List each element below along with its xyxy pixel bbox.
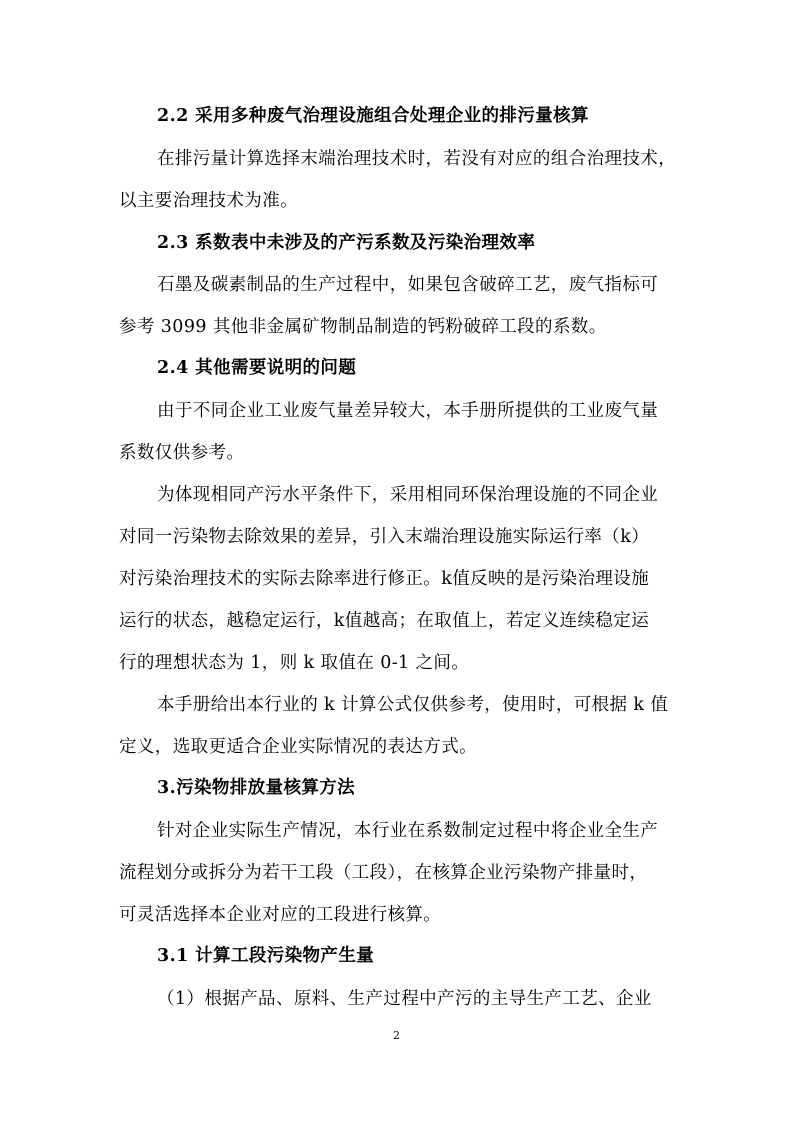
paragraph-line: 针对企业实际生产情况，本行业在系数制定过程中将企业全生产 <box>157 821 659 841</box>
paragraph-line: 可灵活选择本企业对应的工段进行核算。 <box>119 905 442 925</box>
section-heading-2-2: 2.2 采用多种废气治理设施组合处理企业的排污量核算 <box>157 106 589 126</box>
section-heading-3-1: 3.1 计算工段污染物产生量 <box>157 946 375 966</box>
paragraph-line: 对污染治理技术的实际去除率进行修正。k值反映的是污染治理设施 <box>119 569 650 589</box>
paragraph-line: 定义，选取更适合企业实际情况的表达方式。 <box>119 737 477 757</box>
page-number: 2 <box>393 1029 400 1042</box>
section-heading-2-4: 2.4 其他需要说明的问题 <box>157 358 357 378</box>
paragraph-line: 行的理想状态为 1，则 k 取值在 0-1 之间。 <box>119 653 470 673</box>
paragraph-line: 参考 3099 其他非金属矿物制品制造的钙粉破碎工段的系数。 <box>119 317 607 337</box>
paragraph-line: 系数仅供参考。 <box>119 443 245 463</box>
section-heading-2-3: 2.3 系数表中未涉及的产污系数及污染治理效率 <box>157 233 536 253</box>
paragraph-line: 为体现相同产污水平条件下，采用相同环保治理设施的不同企业 <box>157 485 659 505</box>
paragraph-line: （1）根据产品、原料、生产过程中产污的主导生产工艺、企业 <box>157 989 652 1009</box>
paragraph-line: 以主要治理技术为准。 <box>119 191 298 211</box>
paragraph-line: 对同一污染物去除效果的差异，引入末端治理设施实际运行率（k） <box>119 527 650 547</box>
paragraph-line: 流程划分或拆分为若干工段（工段），在核算企业污染物产排量时， <box>119 863 648 883</box>
paragraph-line: 石墨及碳素制品的生产过程中，如果包含破碎工艺，废气指标可 <box>157 275 659 295</box>
paragraph-line: 在排污量计算选择末端治理技术时，若没有对应的组合治理技术， <box>157 149 677 169</box>
section-heading-3: 3.污染物排放量核算方法 <box>157 778 356 798</box>
paragraph-line: 本手册给出本行业的 k 计算公式仅供参考，使用时，可根据 k 值 <box>157 695 669 715</box>
paragraph-line: 运行的状态，越稳定运行，k值越高；在取值上，若定义连续稳定运 <box>119 611 650 631</box>
paragraph-line: 由于不同企业工业废气量差异较大，本手册所提供的工业废气量 <box>157 401 659 421</box>
